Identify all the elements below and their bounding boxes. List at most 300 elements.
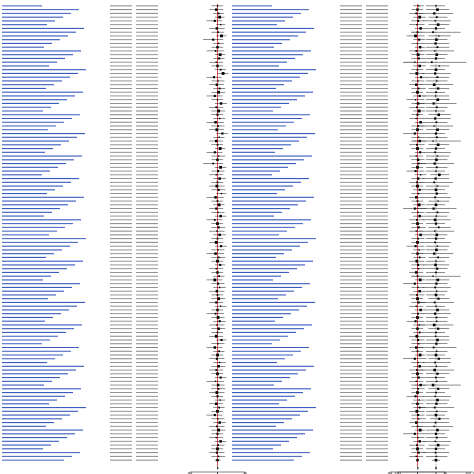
point-estimate <box>435 414 438 417</box>
point-estimate <box>216 222 219 225</box>
point-estimate <box>436 339 439 342</box>
point-estimate <box>219 362 220 363</box>
point-estimate <box>417 437 418 438</box>
point-estimate <box>416 166 419 169</box>
point-estimate <box>217 418 218 419</box>
point-estimate <box>419 309 421 311</box>
point-estimate <box>217 294 219 296</box>
point-estimate <box>217 125 219 127</box>
point-estimate <box>437 143 440 146</box>
point-estimate <box>216 354 219 357</box>
point-estimate <box>434 42 436 44</box>
point-estimate <box>216 290 218 292</box>
point-estimate <box>218 57 220 59</box>
point-estimate <box>217 343 218 344</box>
point-estimate <box>216 395 218 397</box>
point-estimate <box>414 358 416 360</box>
point-estimate <box>418 57 420 59</box>
x-tick-label: 10 <box>243 471 247 474</box>
point-estimate <box>436 121 438 123</box>
point-estimate <box>434 151 436 153</box>
point-estimate <box>435 272 437 274</box>
point-estimate <box>436 366 437 367</box>
point-estimate <box>216 268 217 269</box>
point-estimate <box>218 13 220 15</box>
point-estimate <box>436 8 439 11</box>
point-estimate <box>418 110 421 113</box>
point-estimate <box>435 204 438 207</box>
point-estimate <box>431 61 433 63</box>
point-estimate <box>417 159 419 161</box>
point-estimate <box>435 403 437 405</box>
point-estimate <box>217 316 220 319</box>
point-estimate <box>433 102 435 104</box>
point-estimate <box>437 328 439 330</box>
point-estimate <box>437 245 438 246</box>
x-tick-label: 0.01 <box>394 471 402 474</box>
point-estimate <box>219 118 220 119</box>
point-estimate <box>415 50 417 52</box>
point-estimate <box>416 106 418 108</box>
point-estimate <box>435 343 437 345</box>
point-estimate <box>435 422 437 424</box>
point-estimate <box>419 46 421 48</box>
point-estimate <box>217 283 219 285</box>
point-estimate <box>416 306 417 307</box>
point-estimate <box>219 399 220 400</box>
point-estimate <box>415 271 417 273</box>
point-estimate <box>415 170 417 172</box>
point-estimate <box>436 268 438 270</box>
point-estimate <box>417 212 418 213</box>
point-estimate <box>437 23 440 26</box>
point-estimate <box>416 391 419 394</box>
point-estimate <box>436 128 439 131</box>
point-estimate <box>435 68 438 71</box>
point-estimate <box>217 80 218 81</box>
point-estimate <box>436 351 437 352</box>
point-estimate <box>418 399 419 400</box>
point-estimate <box>437 200 438 201</box>
point-estimate <box>433 83 436 86</box>
point-estimate <box>216 114 218 116</box>
point-estimate <box>436 136 438 138</box>
point-estimate <box>436 80 437 81</box>
point-estimate <box>218 43 219 44</box>
point-estimate <box>432 384 435 387</box>
x-tick-label: 1 <box>216 471 219 474</box>
point-estimate <box>433 369 436 372</box>
point-estimate <box>436 166 438 168</box>
forest-panel-right <box>395 4 474 474</box>
point-estimate <box>416 91 419 94</box>
forest-panel-left <box>2 4 247 474</box>
point-estimate <box>215 241 218 244</box>
point-estimate <box>418 65 420 67</box>
point-estimate <box>215 185 218 188</box>
point-estimate <box>221 193 222 194</box>
point-estimate <box>435 158 438 161</box>
point-estimate <box>220 35 223 38</box>
point-estimate <box>217 181 219 183</box>
point-estimate <box>220 339 222 341</box>
point-estimate <box>434 196 436 198</box>
point-estimate <box>214 252 216 254</box>
point-estimate <box>217 444 219 446</box>
point-estimate <box>419 27 421 29</box>
point-estimate <box>416 219 418 221</box>
point-estimate <box>417 53 420 56</box>
point-estimate <box>419 429 422 432</box>
point-estimate <box>219 215 221 217</box>
point-estimate <box>435 57 437 59</box>
point-estimate <box>419 332 421 334</box>
point-estimate <box>217 200 219 202</box>
point-estimate <box>218 257 220 259</box>
point-estimate <box>216 46 218 48</box>
point-estimate <box>434 50 435 51</box>
point-estimate <box>216 433 218 435</box>
point-estimate <box>417 43 418 44</box>
point-estimate <box>416 372 419 375</box>
point-estimate <box>434 287 436 289</box>
point-estimate <box>417 414 419 416</box>
point-estimate <box>213 279 216 282</box>
point-estimate <box>418 268 419 269</box>
point-estimate <box>416 459 418 461</box>
point-estimate <box>417 313 419 315</box>
summary-diamond <box>417 466 418 470</box>
point-estimate <box>415 335 418 338</box>
point-estimate <box>417 287 418 288</box>
point-estimate <box>435 223 437 225</box>
point-estimate <box>220 376 222 378</box>
point-estimate <box>417 238 419 240</box>
point-estimate <box>218 388 220 390</box>
point-estimate <box>217 249 218 250</box>
point-estimate <box>415 99 416 100</box>
point-estimate <box>417 20 419 22</box>
point-estimate <box>418 343 419 344</box>
point-estimate <box>436 373 438 375</box>
point-estimate <box>432 140 433 141</box>
point-estimate <box>214 346 216 348</box>
point-estimate <box>436 399 439 402</box>
point-estimate <box>214 196 216 198</box>
point-estimate <box>217 99 218 100</box>
point-estimate <box>416 8 418 10</box>
point-estimate <box>420 174 421 175</box>
point-estimate <box>418 88 420 90</box>
point-estimate <box>432 275 433 276</box>
point-estimate <box>214 151 216 153</box>
point-estimate <box>435 170 436 171</box>
point-estimate <box>434 264 437 267</box>
point-estimate <box>216 358 218 360</box>
point-estimate <box>437 87 439 89</box>
point-estimate <box>217 144 219 146</box>
point-estimate <box>217 328 219 330</box>
point-estimate <box>415 245 417 247</box>
point-estimate <box>435 147 437 149</box>
point-estimate <box>218 177 220 179</box>
point-estimate <box>435 132 437 134</box>
point-estimate <box>215 403 217 405</box>
point-estimate <box>219 147 222 150</box>
point-estimate <box>215 335 218 338</box>
point-estimate <box>220 306 221 307</box>
point-estimate <box>415 395 417 397</box>
point-estimate <box>435 452 437 454</box>
point-estimate <box>436 106 438 108</box>
point-estimate <box>419 354 422 357</box>
summary-diamond <box>217 466 218 470</box>
forest-panel-middle <box>232 4 447 474</box>
x-tick-label: 0.1 <box>387 471 393 474</box>
point-estimate <box>417 200 419 202</box>
point-estimate <box>216 83 218 85</box>
point-estimate <box>215 208 217 210</box>
point-estimate <box>418 193 419 194</box>
point-estimate <box>418 249 419 250</box>
point-estimate <box>219 320 221 322</box>
point-estimate <box>214 414 216 416</box>
point-estimate <box>416 155 417 156</box>
point-estimate <box>434 441 435 442</box>
point-estimate <box>214 219 216 221</box>
point-estimate <box>214 20 216 22</box>
point-estimate <box>438 226 440 228</box>
point-estimate <box>218 234 220 236</box>
point-estimate <box>216 309 218 311</box>
point-estimate <box>417 388 419 390</box>
x-tick-label: 1 <box>435 471 437 474</box>
point-estimate <box>415 196 417 198</box>
point-estimate <box>419 279 422 282</box>
point-estimate <box>418 215 420 217</box>
point-estimate <box>216 61 217 62</box>
x-tick-label: 0.1 <box>187 471 193 474</box>
point-estimate <box>416 444 418 446</box>
point-estimate <box>435 27 437 29</box>
point-estimate <box>419 234 421 236</box>
point-estimate <box>416 403 418 405</box>
point-estimate <box>437 257 439 259</box>
point-estimate <box>215 8 217 10</box>
point-estimate <box>217 5 218 6</box>
point-estimate <box>218 203 221 206</box>
point-estimate <box>215 391 218 394</box>
point-estimate <box>217 31 219 33</box>
point-estimate <box>219 287 220 288</box>
point-estimate <box>216 230 217 231</box>
point-estimate <box>435 238 437 240</box>
point-estimate <box>217 212 218 213</box>
point-estimate <box>222 72 225 75</box>
point-estimate <box>433 181 435 183</box>
point-estimate <box>438 174 441 177</box>
point-estimate <box>416 114 418 116</box>
point-estimate <box>436 321 437 322</box>
point-estimate <box>415 13 417 15</box>
point-estimate <box>416 294 418 296</box>
point-estimate <box>216 271 218 273</box>
point-estimate <box>418 203 421 206</box>
point-estimate <box>437 155 438 156</box>
point-estimate <box>219 166 222 169</box>
point-estimate <box>437 279 440 282</box>
point-estimate <box>437 388 439 390</box>
point-estimate <box>217 238 219 240</box>
point-estimate <box>220 245 222 247</box>
point-estimate <box>216 324 217 325</box>
point-estimate <box>217 384 219 386</box>
point-estimate <box>217 365 219 367</box>
point-estimate <box>418 452 420 454</box>
point-estimate <box>416 241 419 244</box>
point-estimate <box>216 410 219 413</box>
point-estimate <box>215 50 217 52</box>
point-estimate <box>218 16 221 19</box>
point-estimate <box>435 38 438 41</box>
point-estimate <box>215 369 217 371</box>
point-estimate <box>416 144 418 146</box>
point-estimate <box>433 253 435 255</box>
point-estimate <box>214 95 216 97</box>
point-estimate <box>437 98 440 101</box>
point-estimate <box>434 313 436 315</box>
point-estimate <box>435 260 436 261</box>
point-estimate <box>438 358 440 360</box>
point-estimate <box>417 350 419 352</box>
point-estimate <box>419 189 421 191</box>
point-estimate <box>435 448 437 450</box>
point-estimate <box>434 177 436 179</box>
point-estimate <box>437 76 439 78</box>
point-estimate <box>436 437 438 439</box>
point-estimate <box>418 137 419 138</box>
point-estimate <box>437 211 439 213</box>
point-estimate <box>415 320 417 322</box>
point-estimate <box>439 65 440 66</box>
point-estimate <box>417 69 419 71</box>
point-estimate <box>434 117 436 119</box>
point-estimate <box>217 170 219 172</box>
point-estimate <box>435 332 437 334</box>
point-estimate <box>417 264 419 266</box>
point-estimate <box>418 16 421 19</box>
point-estimate <box>212 39 214 41</box>
point-estimate <box>218 275 220 277</box>
point-estimate <box>216 159 218 161</box>
point-estimate <box>213 76 215 78</box>
point-estimate <box>434 362 436 364</box>
point-estimate <box>418 290 420 292</box>
x-tick-label: 10 <box>443 471 447 474</box>
point-estimate <box>215 301 217 303</box>
point-estimate <box>436 456 437 457</box>
point-estimate <box>217 297 220 300</box>
point-estimate <box>434 407 436 409</box>
point-estimate <box>435 294 438 297</box>
point-estimate <box>414 433 416 435</box>
point-estimate <box>418 440 420 442</box>
point-estimate <box>437 298 439 300</box>
point-estimate <box>216 437 217 438</box>
point-estimate <box>220 69 222 71</box>
point-estimate <box>414 283 416 285</box>
point-estimate <box>434 230 435 231</box>
point-estimate <box>438 35 439 36</box>
point-estimate <box>416 222 419 225</box>
point-estimate <box>435 53 438 56</box>
point-estimate <box>419 257 421 259</box>
point-estimate <box>417 339 419 341</box>
point-estimate <box>416 381 417 382</box>
point-estimate <box>416 147 419 150</box>
point-estimate <box>219 88 221 90</box>
point-estimate <box>435 283 437 285</box>
point-estimate <box>435 354 438 357</box>
point-estimate <box>419 121 421 123</box>
point-estimate <box>417 362 418 363</box>
point-estimate <box>414 132 416 134</box>
point-estimate <box>220 102 222 104</box>
point-estimate <box>417 80 418 81</box>
point-estimate <box>434 162 436 164</box>
point-estimate <box>415 260 418 263</box>
point-estimate <box>214 121 216 123</box>
point-estimate <box>216 425 218 427</box>
point-estimate <box>435 95 436 96</box>
point-estimate <box>416 230 417 231</box>
point-estimate <box>416 24 417 25</box>
point-estimate <box>419 151 421 153</box>
point-estimate <box>416 118 417 119</box>
point-estimate <box>435 249 438 252</box>
point-estimate <box>216 174 217 175</box>
point-estimate <box>436 317 438 319</box>
point-estimate <box>218 155 219 156</box>
point-estimate <box>415 410 418 413</box>
point-estimate <box>433 12 435 14</box>
point-estimate <box>420 76 422 78</box>
point-estimate <box>437 113 440 116</box>
point-estimate <box>218 189 220 191</box>
point-estimate <box>217 110 220 113</box>
point-estimate <box>217 429 220 432</box>
point-estimate <box>219 53 222 56</box>
point-estimate <box>434 20 435 21</box>
point-estimate <box>435 189 438 192</box>
summary-diamond <box>435 466 437 470</box>
point-estimate <box>218 137 219 138</box>
point-estimate <box>218 350 220 352</box>
point-estimate <box>438 418 440 420</box>
point-estimate <box>435 336 436 337</box>
point-estimate <box>437 444 440 447</box>
point-estimate <box>216 65 218 67</box>
point-estimate <box>416 297 419 300</box>
point-estimate <box>221 132 223 134</box>
point-estimate <box>416 128 419 131</box>
point-estimate <box>416 316 419 319</box>
point-estimate <box>216 447 219 450</box>
point-estimate <box>418 418 419 419</box>
point-estimate <box>436 16 438 18</box>
point-estimate <box>434 241 436 243</box>
point-estimate <box>217 91 220 94</box>
